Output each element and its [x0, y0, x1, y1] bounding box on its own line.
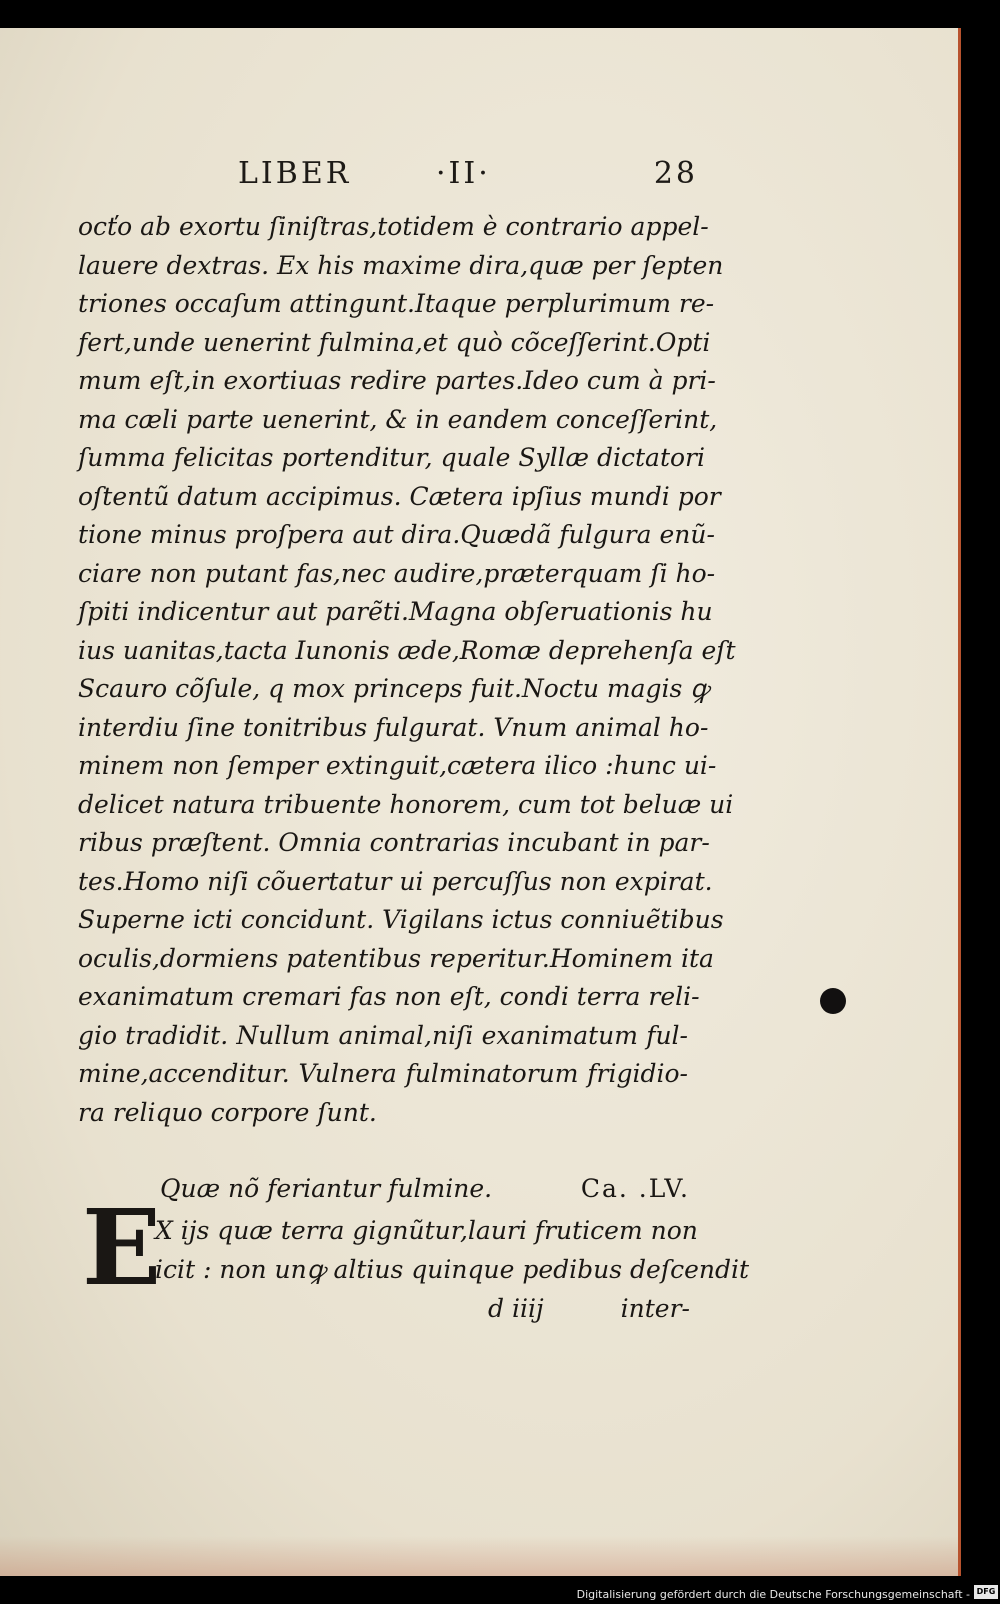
text-line: tes.Homo niſi cõuertatur ui percuſſus non expirat.	[78, 866, 713, 896]
funding-credit: Digitalisierung gefördert durch die Deutsche Forschungsgemeinschaft -	[576, 1588, 970, 1601]
text-line: mum eſt,in exortiuas redire partes.Ideo cum à pri-	[78, 366, 716, 395]
text-line: interdiu ſine tonitribus fulgurat. Vnum animal ho-	[78, 712, 709, 742]
chapter-heading	[160, 1174, 690, 1212]
catchword: inter-	[620, 1294, 690, 1323]
text-line: X ijs quæ terra gignũtur,lauri fruticem non	[155, 1216, 698, 1245]
text-line: gio tradidit. Nullum animal,niſi exanimatum ful-	[78, 1020, 688, 1050]
chapter-number: Ca. .LV.	[580, 1174, 690, 1203]
text-line: icit : non unꝙ altius quinque pedibus deſcendit	[155, 1254, 750, 1284]
signature-mark: d iiij	[488, 1294, 544, 1323]
text-line: triones occaſum attingunt.Itaque perplurimum re-	[78, 289, 715, 318]
text-line: tione minus proſpera aut dira.Quædã fulgura enũ-	[78, 520, 715, 549]
text-line: Superne icti concidunt. Vigilans ictus conniuẽtibus	[78, 905, 724, 934]
chapter-title: Quæ nõ feriantur fulmine.	[160, 1174, 493, 1203]
page-number: 28	[653, 156, 698, 191]
text-line: ma cæli parte uenerint, & in eandem conceſſerint,	[78, 404, 718, 434]
book-page	[0, 28, 961, 1576]
text-line: ocťo ab exortu ſiniſtras,totidem è contrario appel-	[78, 212, 709, 241]
text-line: minem non ſemper extinguit,cætera ilico :hunc ui-	[78, 751, 717, 780]
text-line: Scauro cõſule, q mox princeps fuit.Noctu magis ꝙ	[78, 674, 710, 703]
text-line: ciare non putant fas,nec audire,præterquam ſi ho-	[78, 558, 716, 588]
main-text-block	[78, 208, 736, 1132]
ink-blot	[820, 988, 846, 1014]
text-line: ribus præſtent. Omnia contrarias incubant in par-	[78, 828, 710, 857]
text-line: mine,accenditur. Vulnera fulminatorum frigidio-	[78, 1059, 688, 1088]
text-line: ius uanitas,tacta Iunonis æde,Romæ deprehenſa eſt	[78, 635, 736, 665]
decorated-initial: E	[82, 1186, 162, 1309]
running-header	[228, 156, 698, 196]
credit-bar	[0, 1576, 1000, 1604]
header-book-number: ·II·	[436, 156, 491, 191]
header-liber: LIBER	[238, 156, 352, 191]
page-footer	[480, 1294, 690, 1332]
chapter-opening-text	[155, 1212, 750, 1289]
text-line: oculis,dormiens patentibus reperitur.Hominem ita	[78, 943, 714, 973]
text-line: oſtentũ datum accipimus. Cætera ipſius mundi por	[78, 481, 721, 511]
dfg-logo-icon: DFG	[974, 1585, 998, 1599]
text-line: ſumma felicitas portenditur, quale Syllæ dictatori	[78, 443, 706, 472]
text-line: fert,unde uenerint fulmina,et quò cõceſſerint.Opti	[78, 327, 711, 357]
text-line: delicet natura tribuente honorem, cum tot beluæ ui	[78, 789, 734, 819]
text-line: lauere dextras. Ex his maxime dira,quæ per ſepten	[78, 250, 724, 280]
text-line: ſpiti indicentur aut parẽti.Magna obſeruationis hu	[78, 597, 713, 626]
text-line: ra reliquo corpore ſunt.	[78, 1097, 377, 1127]
text-line: exanimatum cremari fas non eſt, condi terra reli-	[78, 982, 700, 1011]
